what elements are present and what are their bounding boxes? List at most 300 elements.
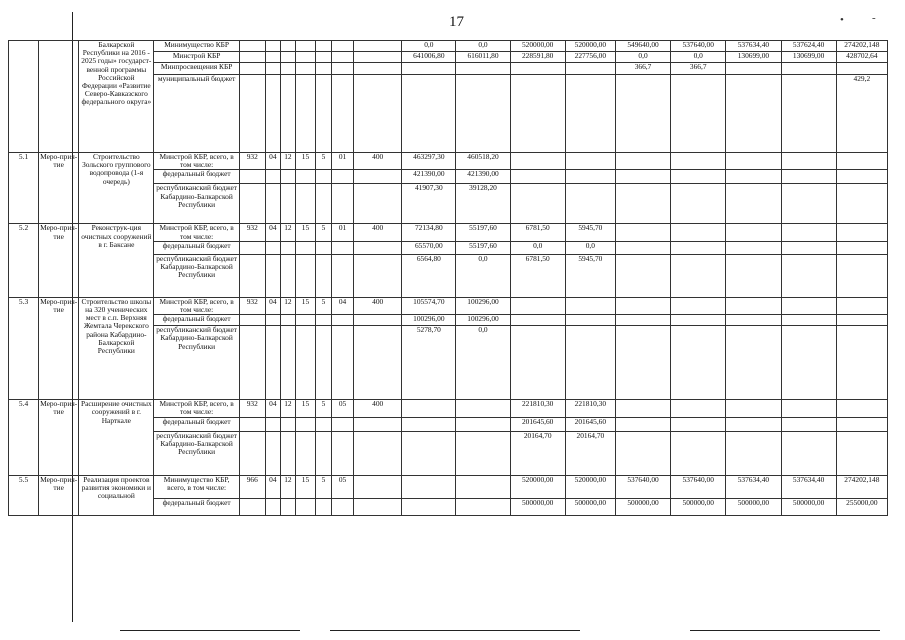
budget-code-vr (354, 254, 402, 297)
amount-cell: 5945,70 (565, 224, 615, 241)
funding-source: Минимущество КБР, всего, в том числе: (154, 475, 239, 498)
budget-code-pr (280, 315, 295, 326)
funding-source: Минимущество КБР (154, 41, 239, 52)
budget-code-c3 (332, 63, 354, 75)
budget-code-grbs (239, 431, 265, 475)
budget-code-c1: 15 (295, 297, 315, 314)
amount-cell: 366,7 (615, 63, 670, 75)
amount-cell: 0,0 (456, 254, 510, 297)
amount-cell: 500000,00 (726, 498, 781, 515)
amount-cell (781, 297, 836, 314)
budget-code-grbs: 932 (239, 400, 265, 417)
amount-cell: 274202,148 (836, 41, 887, 52)
amount-cell (671, 153, 726, 170)
amount-cell (402, 75, 456, 153)
budget-code-rz (265, 75, 280, 153)
amount-cell (615, 241, 670, 254)
amount-cell (615, 153, 670, 170)
budget-code-c2 (315, 241, 331, 254)
budget-code-c3 (332, 254, 354, 297)
budget-code-pr: 12 (280, 475, 295, 498)
budget-code-c2 (315, 326, 331, 400)
amount-cell (671, 254, 726, 297)
amount-cell (671, 417, 726, 431)
table-row (9, 41, 888, 52)
table-row (9, 475, 888, 498)
budget-code-c1: 15 (295, 153, 315, 170)
funding-source: федеральный бюджет (154, 241, 239, 254)
budget-code-c2: 5 (315, 224, 331, 241)
funding-source: республиканский бюджет Кабардино-Балкарской Республики (154, 254, 239, 297)
amount-cell: 6781,50 (510, 224, 565, 241)
amount-cell (565, 170, 615, 184)
amount-cell: 274202,148 (836, 475, 887, 498)
budget-code-c3 (332, 170, 354, 184)
amount-cell: 100296,00 (402, 315, 456, 326)
amount-cell (781, 63, 836, 75)
budget-code-c3 (332, 417, 354, 431)
budget-code-pr (280, 52, 295, 63)
amount-cell (836, 254, 887, 297)
funding-source: республиканский бюджет Кабардино-Балкарской Республики (154, 184, 239, 224)
amount-cell (456, 75, 510, 153)
amount-cell (726, 75, 781, 153)
amount-cell (781, 315, 836, 326)
edge-mark: • (840, 14, 844, 26)
amount-cell: 537640,00 (671, 475, 726, 498)
amount-cell: 537634,40 (726, 41, 781, 52)
amount-cell (836, 63, 887, 75)
budget-code-grbs (239, 75, 265, 153)
budget-code-pr (280, 170, 295, 184)
amount-cell: 130699,00 (781, 52, 836, 63)
amount-cell (836, 224, 887, 241)
amount-cell: 6781,50 (510, 254, 565, 297)
item-number: 5.1 (9, 153, 39, 224)
amount-cell: 500000,00 (565, 498, 615, 515)
amount-cell (671, 184, 726, 224)
budget-code-c3: 01 (332, 153, 354, 170)
amount-cell: 227756,00 (565, 52, 615, 63)
budget-code-vr (354, 498, 402, 515)
item-name: Балкарской Республики на 2016 - 2025 годы» государст-венной программы Российской Федерации «Развитие Северо-Кавказского федерального округа» (79, 41, 154, 153)
budget-code-vr (354, 170, 402, 184)
budget-code-grbs (239, 241, 265, 254)
budget-code-c3: 01 (332, 224, 354, 241)
amount-cell (615, 417, 670, 431)
amount-cell (671, 75, 726, 153)
budget-code-rz: 04 (265, 400, 280, 417)
amount-cell (615, 184, 670, 224)
item-type (39, 41, 79, 153)
budget-code-c2 (315, 498, 331, 515)
budget-code-grbs: 932 (239, 153, 265, 170)
budget-code-c1 (295, 498, 315, 515)
item-number: 5.3 (9, 297, 39, 399)
budget-code-grbs (239, 315, 265, 326)
budget-code-grbs (239, 63, 265, 75)
budget-code-rz (265, 326, 280, 400)
funding-source: муниципальный бюджет (154, 75, 239, 153)
amount-cell (565, 184, 615, 224)
amount-cell: 0,0 (456, 326, 510, 400)
budget-code-c2 (315, 63, 331, 75)
amount-cell (510, 297, 565, 314)
amount-cell (565, 63, 615, 75)
amount-cell: 500000,00 (671, 498, 726, 515)
amount-cell (615, 315, 670, 326)
amount-cell (726, 184, 781, 224)
amount-cell (836, 400, 887, 417)
budget-code-rz: 04 (265, 153, 280, 170)
amount-cell: 221810,30 (565, 400, 615, 417)
edge-mark: - (872, 12, 876, 24)
amount-cell (726, 400, 781, 417)
budget-code-vr (354, 475, 402, 498)
amount-cell: 0,0 (510, 241, 565, 254)
budget-code-grbs (239, 498, 265, 515)
amount-cell (781, 417, 836, 431)
item-type: Меро-прия-тие (39, 224, 79, 297)
amount-cell: 421390,00 (456, 170, 510, 184)
budget-code-vr (354, 184, 402, 224)
amount-cell (615, 254, 670, 297)
budget-code-pr (280, 75, 295, 153)
amount-cell (456, 63, 510, 75)
amount-cell (510, 63, 565, 75)
budget-code-rz (265, 41, 280, 52)
budget-code-c1 (295, 63, 315, 75)
budget-code-vr: 400 (354, 224, 402, 241)
amount-cell: 65570,00 (402, 241, 456, 254)
budget-code-c1 (295, 315, 315, 326)
amount-cell: 100296,00 (456, 297, 510, 314)
item-type: Меро-прия-тие (39, 297, 79, 399)
amount-cell: 20164,70 (565, 431, 615, 475)
amount-cell (402, 431, 456, 475)
amount-cell: 6564,80 (402, 254, 456, 297)
amount-cell (565, 315, 615, 326)
amount-cell (615, 431, 670, 475)
budget-code-grbs (239, 52, 265, 63)
amount-cell: 221810,30 (510, 400, 565, 417)
amount-cell (781, 241, 836, 254)
budget-code-c3: 05 (332, 400, 354, 417)
amount-cell: 39128,20 (456, 184, 510, 224)
item-type: Меро-прия-тие (39, 153, 79, 224)
budget-code-c3 (332, 498, 354, 515)
amount-cell (565, 297, 615, 314)
amount-cell (671, 315, 726, 326)
item-number: 5.5 (9, 475, 39, 515)
budget-code-rz: 04 (265, 297, 280, 314)
budget-code-c2 (315, 52, 331, 63)
budget-code-c1: 15 (295, 224, 315, 241)
budget-code-c1 (295, 52, 315, 63)
budget-code-c3 (332, 315, 354, 326)
amount-cell (615, 326, 670, 400)
funding-source: федеральный бюджет (154, 315, 239, 326)
amount-cell (671, 170, 726, 184)
budget-code-vr (354, 315, 402, 326)
budget-code-pr: 12 (280, 297, 295, 314)
amount-cell (726, 326, 781, 400)
amount-cell (402, 475, 456, 498)
budget-code-grbs (239, 254, 265, 297)
amount-cell (836, 315, 887, 326)
budget-code-vr (354, 241, 402, 254)
amount-cell: 228591,80 (510, 52, 565, 63)
amount-cell: 41907,30 (402, 184, 456, 224)
budget-code-vr (354, 75, 402, 153)
amount-cell (836, 184, 887, 224)
budget-code-vr (354, 326, 402, 400)
budget-code-vr: 400 (354, 297, 402, 314)
amount-cell (836, 417, 887, 431)
amount-cell (781, 170, 836, 184)
amount-cell (726, 417, 781, 431)
budget-code-rz (265, 315, 280, 326)
budget-code-rz (265, 241, 280, 254)
budget-code-c3 (332, 431, 354, 475)
amount-cell (402, 417, 456, 431)
amount-cell: 549640,00 (615, 41, 670, 52)
budget-code-rz: 04 (265, 475, 280, 498)
amount-cell: 537640,00 (615, 475, 670, 498)
budget-code-pr: 12 (280, 400, 295, 417)
amount-cell (726, 63, 781, 75)
budget-code-c1 (295, 75, 315, 153)
amount-cell (565, 153, 615, 170)
budget-code-c2 (315, 431, 331, 475)
amount-cell: 616011,80 (456, 52, 510, 63)
amount-cell: 537640,00 (671, 41, 726, 52)
amount-cell: 201645,60 (565, 417, 615, 431)
amount-cell (781, 400, 836, 417)
budget-code-rz (265, 52, 280, 63)
budget-code-vr (354, 417, 402, 431)
amount-cell: 201645,60 (510, 417, 565, 431)
amount-cell (456, 400, 510, 417)
amount-cell (836, 153, 887, 170)
amount-cell (402, 498, 456, 515)
amount-cell: 20164,70 (510, 431, 565, 475)
bottom-rule (120, 630, 300, 631)
budget-code-c3 (332, 241, 354, 254)
amount-cell (565, 75, 615, 153)
budget-code-c2: 5 (315, 400, 331, 417)
item-number: 5.2 (9, 224, 39, 297)
amount-cell: 72134,80 (402, 224, 456, 241)
amount-cell (510, 153, 565, 170)
funding-source: Минпросвещения КБР (154, 63, 239, 75)
amount-cell (726, 431, 781, 475)
amount-cell: 421390,00 (402, 170, 456, 184)
amount-cell (781, 431, 836, 475)
funding-source: Минстрой КБР, всего, в том числе: (154, 297, 239, 314)
amount-cell (671, 241, 726, 254)
budget-code-c2 (315, 41, 331, 52)
budget-code-c2 (315, 170, 331, 184)
amount-cell (510, 326, 565, 400)
amount-cell: 5945,70 (565, 254, 615, 297)
amount-cell (510, 184, 565, 224)
amount-cell (781, 254, 836, 297)
item-number (9, 41, 39, 153)
amount-cell (615, 297, 670, 314)
funding-source: республиканский бюджет Кабардино-Балкарской Республики (154, 431, 239, 475)
budget-code-c1 (295, 41, 315, 52)
amount-cell (836, 431, 887, 475)
budget-code-pr (280, 241, 295, 254)
funding-source: федеральный бюджет (154, 417, 239, 431)
item-type: Меро-прия-тие (39, 475, 79, 515)
amount-cell: 0,0 (671, 52, 726, 63)
budget-code-pr (280, 417, 295, 431)
table-row (9, 224, 888, 241)
amount-cell: 537634,40 (726, 475, 781, 498)
item-name: Строительство Зольского группового водопровода (1-я очередь) (79, 153, 154, 224)
budget-code-pr (280, 498, 295, 515)
amount-cell: 130699,00 (726, 52, 781, 63)
budget-code-c2 (315, 75, 331, 153)
budget-code-pr (280, 184, 295, 224)
budget-code-grbs (239, 41, 265, 52)
budget-code-c3: 05 (332, 475, 354, 498)
budget-code-pr (280, 41, 295, 52)
amount-cell (671, 224, 726, 241)
budget-code-c2 (315, 184, 331, 224)
amount-cell (836, 297, 887, 314)
amount-cell (726, 254, 781, 297)
amount-cell (781, 224, 836, 241)
budget-code-rz (265, 417, 280, 431)
budget-code-pr (280, 254, 295, 297)
funding-source: республиканский бюджет Кабардино-Балкарской Республики (154, 326, 239, 400)
amount-cell: 460518,20 (456, 153, 510, 170)
amount-cell: 520000,00 (565, 41, 615, 52)
amount-cell (615, 75, 670, 153)
budget-code-pr (280, 431, 295, 475)
budget-code-c3: 04 (332, 297, 354, 314)
budget-code-c3 (332, 184, 354, 224)
amount-cell (565, 326, 615, 400)
amount-cell (402, 63, 456, 75)
amount-cell (781, 184, 836, 224)
amount-cell (615, 224, 670, 241)
amount-cell: 520000,00 (565, 475, 615, 498)
amount-cell: 537634,40 (781, 475, 836, 498)
funding-source: федеральный бюджет (154, 498, 239, 515)
budget-code-c2: 5 (315, 475, 331, 498)
budget-code-c1 (295, 417, 315, 431)
budget-code-rz (265, 63, 280, 75)
amount-cell: 0,0 (615, 52, 670, 63)
budget-code-c1 (295, 170, 315, 184)
budget-code-vr: 400 (354, 400, 402, 417)
funding-source: Минстрой КБР, всего, в том числе: (154, 400, 239, 417)
amount-cell: 366,7 (671, 63, 726, 75)
item-type: Меро-прия-тие (39, 400, 79, 475)
amount-cell (510, 315, 565, 326)
amount-cell (781, 153, 836, 170)
table-row (9, 400, 888, 417)
budget-code-pr (280, 326, 295, 400)
budget-code-c1 (295, 254, 315, 297)
budget-code-vr (354, 431, 402, 475)
item-name: Строительство школы на 320 ученических мест в с.п. Верхняя Жемтала Черекского района Кабардино-Балкарской Республики (79, 297, 154, 399)
amount-cell (456, 475, 510, 498)
budget-code-c3 (332, 326, 354, 400)
amount-cell (836, 170, 887, 184)
amount-cell (726, 153, 781, 170)
amount-cell: 429,2 (836, 75, 887, 153)
page-number: 17 (449, 14, 464, 30)
amount-cell: 5278,70 (402, 326, 456, 400)
budget-code-pr: 12 (280, 224, 295, 241)
funding-source: федеральный бюджет (154, 170, 239, 184)
amount-cell: 537624,40 (781, 41, 836, 52)
amount-cell (836, 241, 887, 254)
amount-cell (726, 297, 781, 314)
budget-code-rz (265, 184, 280, 224)
amount-cell: 500000,00 (615, 498, 670, 515)
amount-cell: 0,0 (402, 41, 456, 52)
budget-code-c2 (315, 417, 331, 431)
budget-code-c1: 15 (295, 475, 315, 498)
amount-cell (781, 326, 836, 400)
amount-cell: 105574,70 (402, 297, 456, 314)
amount-cell (726, 315, 781, 326)
budget-code-c3 (332, 41, 354, 52)
amount-cell: 55197,60 (456, 241, 510, 254)
amount-cell: 0,0 (456, 41, 510, 52)
budget-code-c3 (332, 52, 354, 63)
budget-code-c3 (332, 75, 354, 153)
amount-cell (671, 431, 726, 475)
budget-code-rz (265, 431, 280, 475)
budget-code-vr: 400 (354, 153, 402, 170)
table-row (9, 153, 888, 170)
funding-source: Минстрой КБР (154, 52, 239, 63)
budget-code-rz: 04 (265, 224, 280, 241)
table-row (9, 297, 888, 314)
funding-source: Минстрой КБР, всего, в том числе: (154, 224, 239, 241)
amount-cell (615, 170, 670, 184)
budget-code-grbs: 932 (239, 224, 265, 241)
budget-code-pr (280, 63, 295, 75)
budget-code-grbs (239, 417, 265, 431)
amount-cell (726, 224, 781, 241)
budget-code-grbs: 966 (239, 475, 265, 498)
amount-cell: 520000,00 (510, 41, 565, 52)
budget-code-c1 (295, 184, 315, 224)
amount-cell: 428702,64 (836, 52, 887, 63)
item-name: Реализация проектов развития экономики и социальной (79, 475, 154, 515)
amount-cell: 255000,00 (836, 498, 887, 515)
budget-code-rz (265, 254, 280, 297)
budget-code-c1: 15 (295, 400, 315, 417)
program-funding-table (8, 40, 888, 516)
item-name: Расширение очистных сооружений в г. Нарткале (79, 400, 154, 475)
budget-code-c1 (295, 241, 315, 254)
amount-cell: 500000,00 (781, 498, 836, 515)
budget-code-c1 (295, 326, 315, 400)
amount-cell: 100296,00 (456, 315, 510, 326)
budget-code-vr (354, 63, 402, 75)
amount-cell (510, 170, 565, 184)
budget-code-grbs (239, 170, 265, 184)
